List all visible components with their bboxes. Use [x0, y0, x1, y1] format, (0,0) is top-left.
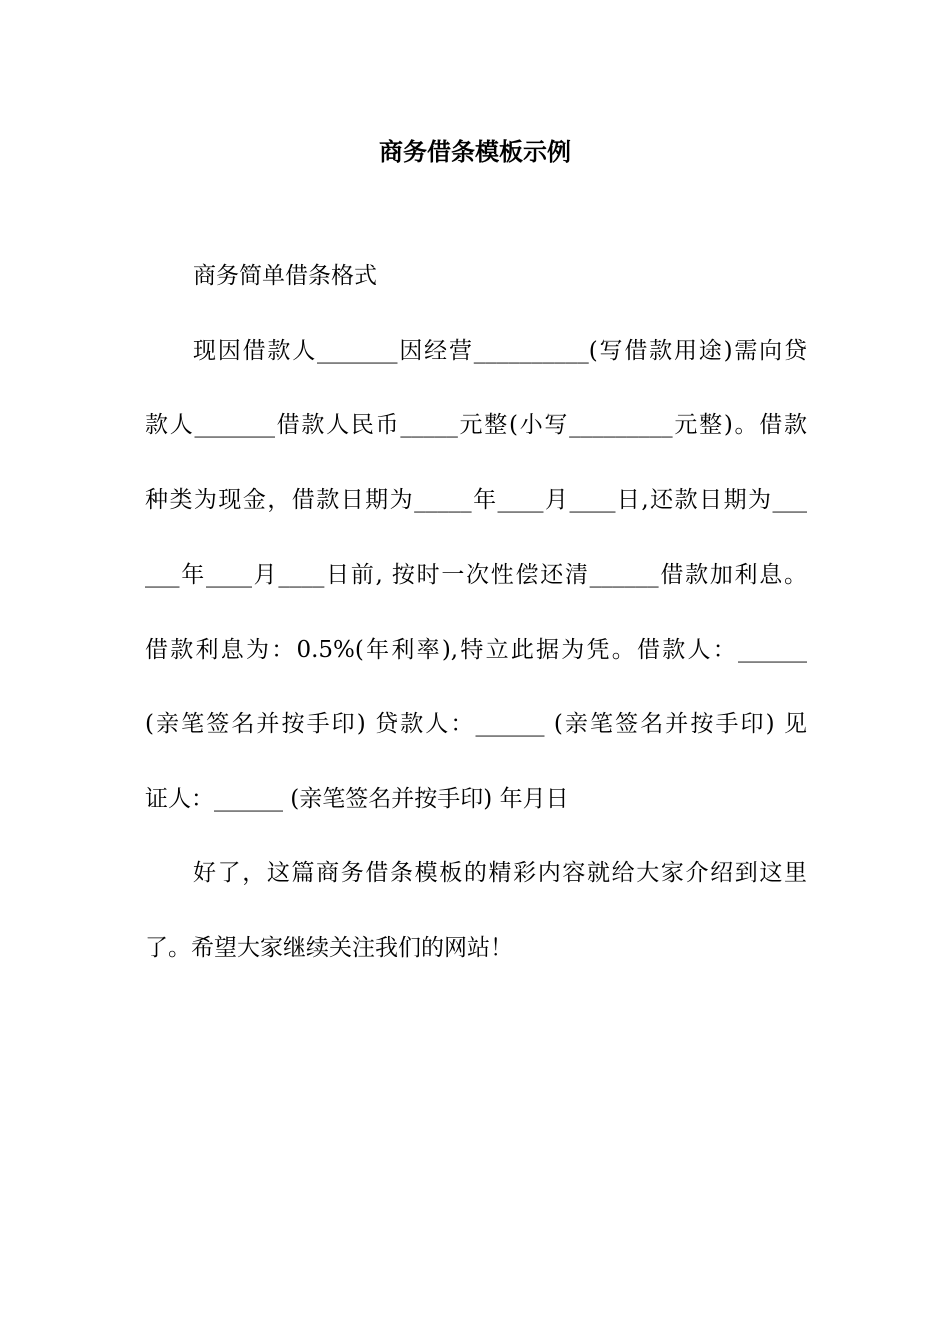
- closing-line: 好了，这篇商务借条模板的精彩内容就给大家介绍到这里: [193, 860, 807, 886]
- document-title: 商务借条模板示例: [379, 137, 571, 166]
- body-line: 现因借款人_______因经营__________(写借款用途)需向贷: [193, 338, 807, 364]
- section-heading: 商务简单借条格式: [193, 263, 377, 289]
- closing-line: 了。希望大家继续关注我们的网站！: [145, 935, 513, 961]
- body-line: 借款利息为：0.5%(年利率),特立此据为凭。借款人：______: [145, 637, 807, 663]
- body-line: (亲笔签名并按手印) 贷款人：______ (亲笔签名并按手印) 见: [145, 711, 807, 737]
- body-line: ___年____月____日前, 按时一次性偿还清______借款加利息。: [145, 562, 807, 588]
- body-line: 款人_______借款人民币_____元整(小写_________元整)。借款: [145, 412, 807, 438]
- body-line: 种类为现金，借款日期为_____年____月____日,还款日期为___: [145, 487, 807, 513]
- body-line: 证人：______ (亲笔签名并按手印) 年月日: [145, 786, 569, 812]
